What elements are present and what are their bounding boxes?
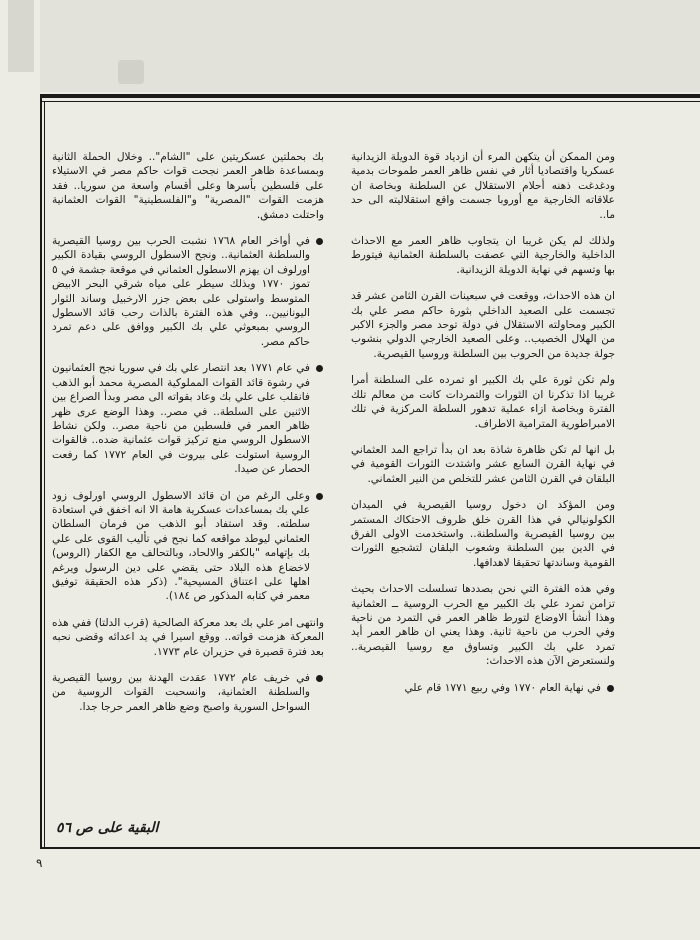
paragraph: ولم تكن ثورة علي بك الكبير او تمرده على السلطنة أمرا غريبا اذا تذكرنا ان الثورات والتمردات كانت من معالم تلك الفترة وبخاصة ازاء عملية تدهور السلطة المركزية في تلك الامبراطورية المترامية الاطراف. bbox=[351, 374, 615, 430]
header-rule-heavy bbox=[40, 94, 700, 98]
frame-left-inner bbox=[44, 101, 45, 848]
bullet-paragraph: في عام ١٧٧١ بعد انتصار علي بك في سوريا نجح العثمانيون في رشوة قائد القوات المملوكية المصرية محمد أبو الذهب فانقلب على علي بك وعاد بقواته الى مصر وبدأ الصراع بين الاثنين على السلطة.. في مصر.. وهذا الوضع عرى ظهر ظاهر العمر في فلسطين من ناحية مصر.. ولكن نشاط الاسطول الروسي منع تركيز قوات عثمانية ضده.. فالقوات الروسية استولت على بيروت في العام ١٧٧٢ كما رفعت الحصار عن صيدا. bbox=[52, 361, 324, 476]
paragraph: بك بحملتين عسكريتين على "الشام".. وخلال الحملة الثانية وبمساعدة ظاهر العمر نجحت قوات حاكم مصر في الاستيلاء على فلسطين بأسرها وعلى أقسام واسعة من سوريا.. فقد هزمت القوات "المصرية" و"الفلسطينية" القوات العثمانية واحتلت دمشق. bbox=[52, 151, 324, 221]
header-rule-thin bbox=[40, 101, 700, 102]
article-column-left bbox=[52, 150, 324, 726]
paragraph: بل انها لم تكن ظاهرة شاذة بعد ان بدأ تراجع المد العثماني في نهاية القرن السابع عشر واشتدت الثورات القومية في البلقان في القرن الثامن عشر للتخلص من النير العثماني. bbox=[351, 443, 615, 485]
page-number: ٩ bbox=[36, 856, 43, 870]
paragraph: ان هذه الاحداث، ووقعت في سبعينات القرن الثامن عشر قد تجسمت على الصعيد الداخلي بثورة حاكم مصر علي بك الكبير ومحاولته الاستقلال في دولة توحد مصر والجزء الاكبر من الهلال الخصيب.. وعلى الصعيد الخارجي الدولي بنشوب جولة جديدة من الحروب بين السلطنة وروسيا القيصرية. bbox=[351, 290, 615, 360]
frame-bottom-rule bbox=[40, 847, 700, 849]
paragraph: ومن المؤكد ان دخول روسيا القيصرية في الميدان الكولونيالي في هذا القرن خلق ظروف الاحتكاك المستمر بين روسيا القيصرية والسلطنة.. واستخدمت الاولى الفرق في الدين بين السلطنة وشعوب البلقان لتشجيع الثورات القومية وساندتها تحقيقا لاهدافها. bbox=[351, 499, 615, 569]
print-smudge bbox=[118, 60, 144, 84]
bullet-paragraph: وعلى الرغم من ان قائد الاسطول الروسي اورلوف زود علي بك بمساعدات عسكرية هامة الا انه اخفق في استعادة سلطته. وقد استفاد أبو الذهب من فرمان السلطان العثماني ليوطد مواقعه كما نجح في تأليب القوى على علي بك بإتهامه "بالكفر والالحاد، وبالتحالف مع الكفار (الروس) لاخضاع هذه البلاد حتى يقضي على دين الرسول ويرغم اهلها على اعتناق المسيحية". (ذكر هذه الحقيقة توفيق معمر في كتابه المذكور ص ١٨٤). bbox=[52, 489, 324, 604]
article-column-right bbox=[351, 150, 615, 707]
paragraph: وانتهى امر علي بك بعد معركة الصالحية (قرب الدلتا) ففي هذه المعركة هزمت قواته.. ووقع اسيرا في يد اعدائه وقضى نحبه بعد فترة قصيرة في حزيران عام ١٧٧٣. bbox=[52, 616, 324, 658]
bullet-paragraph: في أواخر العام ١٧٦٨ نشبت الحرب بين روسيا القيصرية والسلطنة العثمانية.. ونجح الاسطول الروسي بقيادة الكبير اورلوف ان يهزم الاسطول العثماني في موقعة جشمة في ٥ تموز ١٧٧٠ وبذلك سيطر على مياه شرقي البحر الابيض المتوسط واستولى على بعض جزر الارخبيل وساند الثوار اليونانيين.. وفي هذه الفترة بالذات رحب قائد الاسطول الروسي بمبعوثي علي بك الكبير ووافق على دعم تمرد حاكم مصر. bbox=[52, 234, 324, 349]
bullet-paragraph: في خريف عام ١٧٧٢ عقدت الهدنة بين روسيا القيصرية والسلطنة العثمانية، وانسحبت القوات الروسية من السواحل السورية واصبح وضع ظاهر العمر حرجا جدا. bbox=[52, 671, 324, 714]
paragraph: ولذلك لم يكن غريبا ان يتجاوب ظاهر العمر مع الاحداث الداخلية والخارجية التي عصفت بالسلطنة العثمانية فيتورط بها وتسهم في نهاية الدويلة الزيدانية. bbox=[351, 235, 615, 276]
page-corner-mark bbox=[8, 0, 34, 72]
bullet-paragraph: في نهاية العام ١٧٧٠ وفي ربيع ١٧٧١ قام علي bbox=[351, 681, 615, 695]
paragraph: وفي هذه الفترة التي نحن بصددها تسلسلت الاحداث بحيث تزامن تمرد علي بك الكبير مع الحرب الروسية ــ العثمانية وهذا أنشأ الاوضاع لتورط ظاهر العمر في التمرد من ناحية وفي الحرب من ناحية ثانية. وهذا يعني ان ظاهر العمر أيد تمرد علي بك الكبير وتساوق مع روسيا القيصرية.. ولنستعرض الآن هذه الاحداث: bbox=[351, 583, 615, 668]
paragraph: ومن الممكن أن يتكهن المرء أن ازدياد قوة الدويلة الزيدانية عسكريا واقتصاديا أثار في نفس ظاهر العمر طموحات بدمية ودغدغت ذهنه أحلام الاستقلال عن السلطنة وبخاصة ان علاقاته الخارجية مع أوروبا جسمت واقع استقلاليته الى حد ما.. bbox=[351, 151, 615, 221]
continued-on-label: البقية على ص ٥٦ bbox=[56, 820, 159, 836]
frame-left-edge bbox=[40, 94, 42, 848]
